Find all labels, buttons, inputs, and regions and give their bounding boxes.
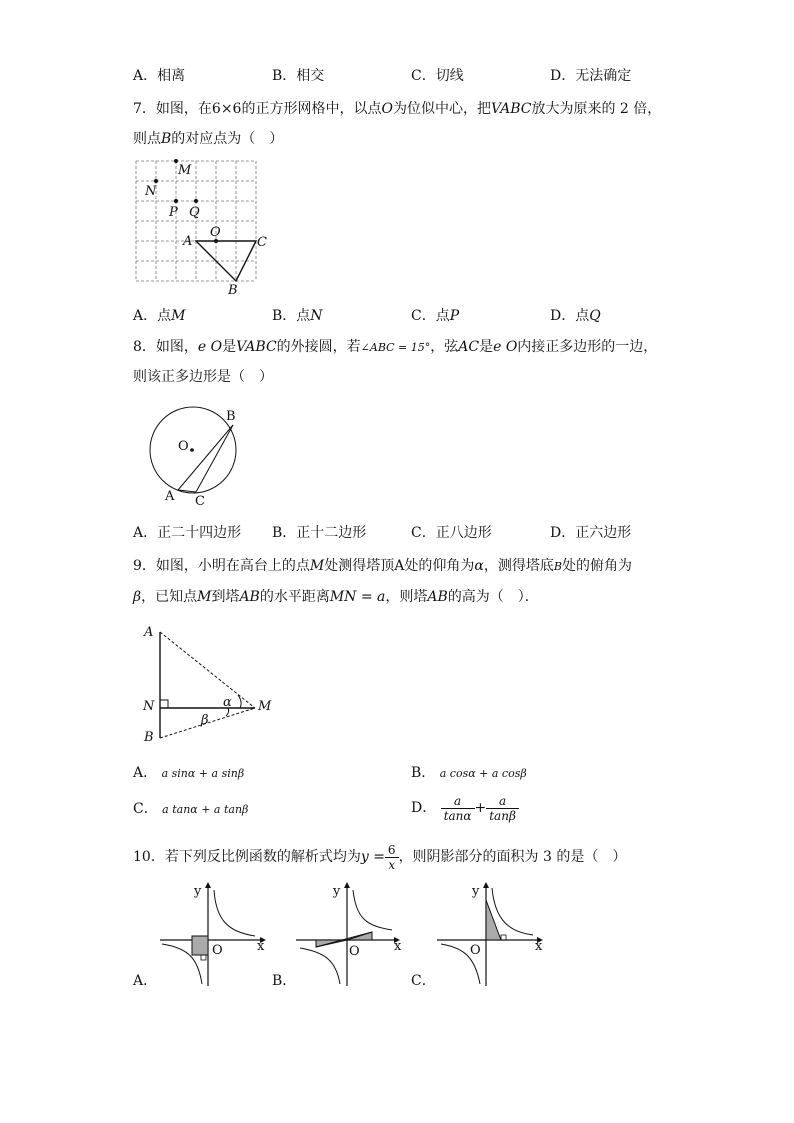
q8-option-d: D．正六边形 <box>550 525 632 541</box>
q9-option-a: A． a sinα + a sinβ <box>133 765 245 781</box>
q8-stem-line1: 8．如图，e O是VABC的外接圆，若∠ABC = 15°，弦AC是e O内接正多边形的一边， <box>133 339 658 355</box>
q10-option-b: B． <box>272 973 297 989</box>
label-b: B <box>226 409 236 424</box>
shaded-region <box>192 936 208 955</box>
label-n: N <box>145 184 157 199</box>
q10-graph-b <box>296 880 416 990</box>
label-o: O <box>210 225 221 240</box>
q10-graph-a <box>160 880 280 990</box>
q7-stem-line2: 则点B的对应点为（ ） <box>133 131 284 147</box>
label-beta: β <box>201 713 209 728</box>
label-p: P <box>169 205 178 220</box>
q6-option-c: C．切线 <box>411 68 464 84</box>
fraction-1: $\frac{a}{\tan\alpha}$ <box>441 794 475 823</box>
label-a: A <box>144 625 154 640</box>
label-c: C <box>257 235 267 250</box>
q8-option-a: A．正二十四边形 <box>133 525 242 541</box>
q9-option-b: B． a cosα + a cosβ <box>411 765 527 781</box>
origin-label: O <box>349 944 360 959</box>
chord-bc <box>196 425 233 492</box>
axis-y-label: y <box>472 884 480 899</box>
shaded-region <box>486 900 501 940</box>
q8-stem-line2: 则该正多边形是（ ） <box>133 369 273 385</box>
q9-tower-figure <box>140 620 280 750</box>
q8-option-c: C．正八边形 <box>411 525 492 541</box>
label-n: N <box>143 699 155 714</box>
axis-x-label: x <box>535 939 543 954</box>
point-n <box>154 179 158 183</box>
axis-y-label: y <box>194 884 202 899</box>
q9-option-d: D． $\frac{a}{\tan\alpha}$ + $\frac{a}{\tan\beta}$ <box>411 791 519 825</box>
fraction-2: $\frac{a}{\tan\beta}$ <box>486 794 519 823</box>
label-a: A <box>165 489 175 504</box>
origin-label: O <box>212 943 223 958</box>
label-c: C <box>195 494 205 509</box>
q10-graph-c <box>437 880 557 990</box>
q9-stem-line2: β，已知点M到塔AB的水平距离MN = a，则塔AB的高为（ ）． <box>133 589 539 605</box>
q7-option-c: C．点P <box>411 308 460 324</box>
fraction-6-over-x: $\frac{6}{x}$ <box>385 843 399 872</box>
q10-option-c: C． <box>411 973 436 989</box>
label-alpha: α <box>223 695 232 710</box>
point-q <box>194 199 198 203</box>
axis-x-label: x <box>257 939 265 954</box>
q7-option-d: D．点Q <box>550 308 601 324</box>
chord-ba <box>178 425 233 490</box>
q7-option-b: B．点N <box>272 308 323 324</box>
q6-option-d: D．无法确定 <box>550 68 632 84</box>
label-o: O <box>178 439 189 454</box>
point-p <box>174 199 178 203</box>
right-angle-mark <box>160 700 168 708</box>
q7-option-a: A．点M <box>133 308 186 324</box>
label-m: M <box>178 163 192 178</box>
label-m: M <box>258 699 272 714</box>
axis-x-label: x <box>394 939 402 954</box>
q10-stem: 10．若下列反比例函数的解析式均为y = $\frac{6}{x}$ ，则阴影部分的面积为 3 的是（ ） <box>133 842 627 872</box>
q8-option-b: B．正十二边形 <box>272 525 367 541</box>
label-a: A <box>183 234 193 249</box>
origin-label: O <box>470 943 481 958</box>
q7-stem-line1: 7．如图，在6×6的正方形网格中，以点O为位似中心，把VABC放大为原来的 2 倍， <box>133 101 662 117</box>
q6-option-a: A．相离 <box>133 68 186 84</box>
axis-y-label: y <box>333 884 341 899</box>
center-o <box>190 448 194 452</box>
q9-stem-line1: 9．如图，小明在高台上的点M处测得塔顶A处的仰角为α，测得塔底B处的俯角为 <box>133 558 632 574</box>
q9-option-c: C． a tanα + a tanβ <box>133 801 249 817</box>
label-b: B <box>228 283 238 298</box>
label-q: Q <box>189 205 200 220</box>
q6-option-b: B．相交 <box>272 68 325 84</box>
q8-circle-figure <box>148 405 258 515</box>
label-b: B <box>144 730 154 745</box>
q10-option-a: A． <box>133 973 158 989</box>
angle-alpha-arc <box>238 695 241 708</box>
q7-grid-figure <box>136 158 267 298</box>
line-am <box>160 632 255 708</box>
